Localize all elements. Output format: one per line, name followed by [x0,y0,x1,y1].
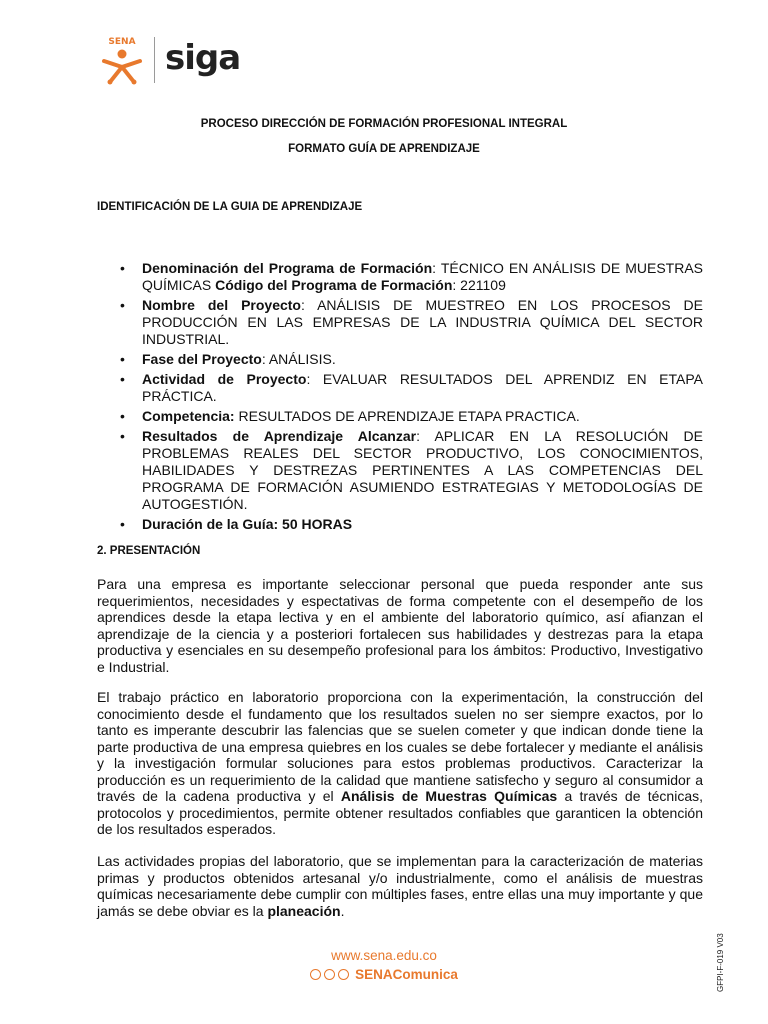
item-value: TÉCNICO EN ANÁLISIS DE MUESTRAS QUÍMICAS [142,260,704,293]
list-item [120,408,703,425]
item-label: Denominación del Programa de Formación [142,260,433,276]
social-label[interactable]: SENAComunica [355,967,458,982]
logo-divider [154,37,155,83]
header-logos [96,34,240,86]
presentation-paragraph-3 [97,853,703,919]
item-value: RESULTADOS DE APRENDIZAJE ETAPA PRACTICA. [238,408,580,424]
item-sep: : [306,371,323,387]
item-sep: : [452,277,461,293]
item-label-2: Código del Programa de Formación [215,277,453,293]
presentation-title: 2. PRESENTACIÓN [97,545,201,557]
sena-logo-icon [96,34,148,86]
item-label: Duración de la Guía: 50 HORAS [142,516,353,532]
item-value: APLICAR EN LA RESOLUCIÓN DE PROBLEMAS REALES DEL SECTOR PRODUCTIVO, LOS CONOCIMIENTOS, HABILIDADES Y DESTREZAS PERTINENTES A LAS COMPETENCIAS DEL PROGRAMA DE FORMACIÓN ASUMIENDO ESTRATEGIAS Y METODOLOGÍAS DE AUTOGESTIÓN. [142,428,703,512]
paragraph-bold: Análisis de Muestras Químicas [340,788,558,804]
item-sep: : [432,260,441,276]
format-title: FORMATO GUÍA DE APRENDIZAJE [288,143,480,155]
presentation-paragraph-2 [97,689,703,838]
list-item [120,516,703,533]
paragraph-bold: planeación [267,902,341,919]
item-label: Fase del Proyecto [142,351,262,367]
item-sep: : [300,297,318,313]
list-item [120,260,703,294]
item-value-2: 221109 [460,277,506,293]
item-label: Nombre del Proyecto [142,297,301,313]
list-item [120,428,703,513]
siga-logo: siga [165,38,241,78]
item-label: Actividad de Proyecto [142,371,307,387]
svg-text:SENA: SENA [108,37,136,47]
item-label: Competencia: [142,408,235,424]
paragraph-text: . [340,902,345,919]
process-title: PROCESO DIRECCIÓN DE FORMACIÓN PROFESIONAL INTEGRAL [200,118,568,130]
document-code: GFPI-F-019 V03 [716,933,725,992]
list-item [120,371,703,405]
presentation-paragraph-1: Para una empresa es importante seleccionar personal que pueda responder ante sus requerimientos, necesidades y espectativas de forma competente con el desempeño de los aprendices desde la etapa lectiva y en el ambiente del laboratorio químico, así afianzan el aprendizaje de la ciencia y a posteriori fortalecen sus habilidades y destrezas para la etapa productiva y esenciales en su desempeño profesional para los ámbitos: Productivo, Investigativo e Industrial. [97,576,703,675]
list-item [120,351,703,368]
list-item [120,297,703,348]
identification-list [120,260,703,536]
social-icon [324,969,335,980]
item-value: ANÁLISIS DE MUESTREO EN LOS PROCESOS DE PRODUCCIÓN EN LAS EMPRESAS DE LA INDUSTRIA QUÍMICA DEL SECTOR INDUSTRIAL. [142,297,703,347]
item-sep: : [416,428,435,444]
paragraph-text: Las actividades propias del laboratorio, que se implementan para la caracterización de materias primas y productos obtenidos artesanal y/o industrialmente, como el análisis de muestras químicas necesariamente debe cumplir con múltiples fases, entre ellas una muy importante y que jamás se debe obviar es la [97,853,703,919]
item-value: EVALUAR RESULTADOS DEL APRENDIZ EN ETAPA PRÁCTICA. [142,371,703,404]
footer-social [0,967,768,982]
item-label: Resultados de Aprendizaje Alcanzar [142,428,417,444]
paragraph-text: a través de técnicas, protocolos y procedimientos, permite obtener resultados confiables que garanticen la obtención de los resultados esperados. [97,788,703,837]
footer-url[interactable]: www.sena.edu.co [331,948,437,963]
item-value: ANÁLISIS. [268,351,336,367]
copyright-icon [310,969,321,980]
identification-title: IDENTIFICACIÓN DE LA GUIA DE APRENDIZAJE [97,201,363,213]
paragraph-text: El trabajo práctico en laboratorio proporciona con la experimentación, la construcción del conocimiento desde el fundamento que los resultados suelen no ser siempre exactos, por lo tanto es imperante descubrir las falencias que se suelen cometer y que indican donde tiene la parte productiva de una empresa quiebres en los cuales se debe fortalecer y mediante el análisis y la investigación formular soluciones para estos problemas productivos. Caracterizar la producción es un requerimiento de la calidad que mantiene satisfecho y seguro al consumidor a través de la cadena productiva y el [97,689,703,804]
social-icon [338,969,349,980]
item-sep: : [261,351,269,367]
